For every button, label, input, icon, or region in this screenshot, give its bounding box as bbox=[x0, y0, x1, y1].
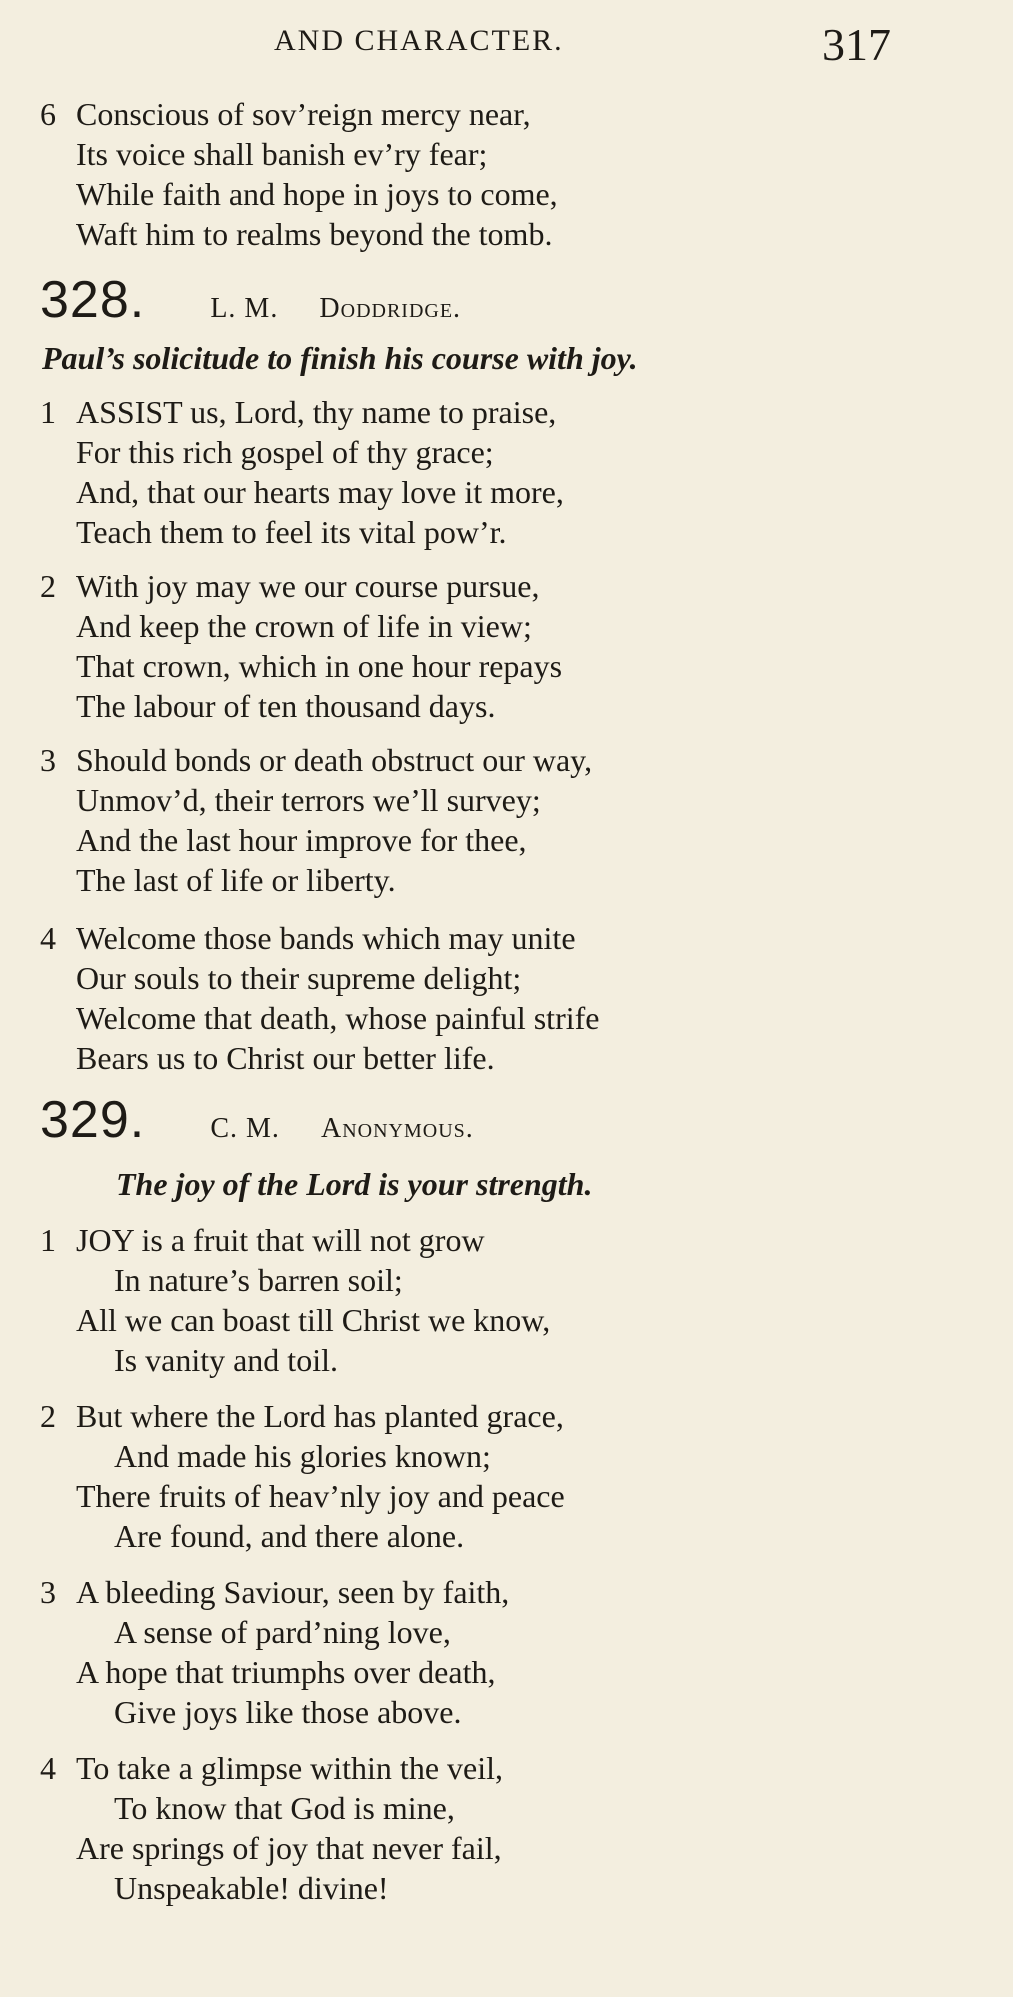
stanza-328-1 bbox=[40, 392, 960, 552]
verse-line: 1 ASSIST us, Lord, thy name to praise, bbox=[40, 394, 557, 430]
stanza-328-3 bbox=[40, 740, 960, 900]
stanza-328-2 bbox=[40, 566, 960, 726]
verse-line: And made his glories known; bbox=[114, 1438, 491, 1474]
hymn-number: 328. bbox=[40, 271, 146, 329]
stanza-329-1 bbox=[40, 1220, 960, 1380]
stanza-number: 1 bbox=[40, 394, 56, 430]
stanza-number: 3 bbox=[40, 742, 56, 778]
hymn-author: Doddridge. bbox=[319, 293, 462, 324]
hymn-subtitle: Paul’s solicitude to finish his course with joy. bbox=[42, 340, 638, 376]
stanza-328-4 bbox=[40, 918, 960, 1078]
hymn-header-328 bbox=[40, 270, 461, 330]
verse-line: There fruits of heav’nly joy and peace bbox=[76, 1478, 565, 1514]
verse-line: That crown, which in one hour repays bbox=[76, 648, 563, 684]
page-number: 317 bbox=[822, 19, 891, 70]
stanza-number: 1 bbox=[40, 1222, 56, 1258]
verse-line: Is vanity and toil. bbox=[114, 1342, 338, 1378]
verse-line: 2 But where the Lord has planted grace, bbox=[40, 1398, 564, 1434]
verse-line: A hope that triumphs over death, bbox=[76, 1654, 496, 1690]
verse-line: And, that our hearts may love it more, bbox=[76, 474, 564, 510]
verse-line: 1 JOY is a fruit that will not grow bbox=[40, 1222, 485, 1258]
verse-line: 3 A bleeding Saviour, seen by faith, bbox=[40, 1574, 510, 1610]
verse-line: In nature’s barren soil; bbox=[114, 1262, 403, 1298]
hymn-number: 329. bbox=[40, 1091, 146, 1149]
running-head: AND CHARACTER. bbox=[274, 24, 564, 57]
verse-line: Unspeakable! divine! bbox=[114, 1870, 389, 1906]
verse-line: And the last hour improve for thee, bbox=[76, 822, 527, 858]
verse-line: The last of life or liberty. bbox=[76, 862, 396, 898]
verse-line: 3 Should bonds or death obstruct our way, bbox=[40, 742, 593, 778]
verse-line: Waft him to realms beyond the tomb. bbox=[76, 216, 553, 252]
stanza-number: 2 bbox=[40, 1398, 56, 1434]
verse-line: Its voice shall banish ev’ry fear; bbox=[76, 136, 488, 172]
verse-line: Are found, and there alone. bbox=[114, 1518, 465, 1554]
stanza-329-2 bbox=[40, 1396, 960, 1556]
stanza-329-4 bbox=[40, 1748, 960, 1908]
verse-line: To know that God is mine, bbox=[114, 1790, 455, 1826]
hymn-header-329 bbox=[40, 1090, 474, 1150]
stanza-number: 2 bbox=[40, 568, 56, 604]
verse-line: Bears us to Christ our better life. bbox=[76, 1040, 495, 1076]
verse-line: And keep the crown of life in view; bbox=[76, 608, 532, 644]
verse-line: Welcome that death, whose painful strife bbox=[76, 1000, 600, 1036]
verse-line: Teach them to feel its vital pow’r. bbox=[76, 514, 507, 550]
stanza-continued-6 bbox=[40, 94, 960, 254]
verse-line: For this rich gospel of thy grace; bbox=[76, 434, 494, 470]
stanza-number: 6 bbox=[40, 96, 56, 132]
verse-line: 4 To take a glimpse within the veil, bbox=[40, 1750, 503, 1786]
verse-line: 4 Welcome those bands which may unite bbox=[40, 920, 576, 956]
hymn-meter: L. M. bbox=[210, 293, 279, 324]
hymn-subtitle: The joy of the Lord is your strength. bbox=[116, 1166, 593, 1202]
stanza-number: 4 bbox=[40, 920, 56, 956]
verse-line: The labour of ten thousand days. bbox=[76, 688, 496, 724]
stanza-number: 3 bbox=[40, 1574, 56, 1610]
verse-line: Are springs of joy that never fail, bbox=[76, 1830, 502, 1866]
stanza-329-3 bbox=[40, 1572, 960, 1732]
verse-line: Unmov’d, their terrors we’ll survey; bbox=[76, 782, 541, 818]
hymn-author: Anonymous. bbox=[320, 1113, 474, 1144]
verse-line: While faith and hope in joys to come, bbox=[76, 176, 558, 212]
verse-line: Give joys like those above. bbox=[114, 1694, 462, 1730]
verse-line: All we can boast till Christ we know, bbox=[76, 1302, 551, 1338]
stanza-number: 4 bbox=[40, 1750, 56, 1786]
verse-line: A sense of pard’ning love, bbox=[114, 1614, 451, 1650]
verse-line: 6 Conscious of sov’reign mercy near, bbox=[40, 96, 531, 132]
hymn-meter: C. M. bbox=[210, 1113, 280, 1144]
verse-line: Our souls to their supreme delight; bbox=[76, 960, 522, 996]
verse-line: 2 With joy may we our course pursue, bbox=[40, 568, 540, 604]
